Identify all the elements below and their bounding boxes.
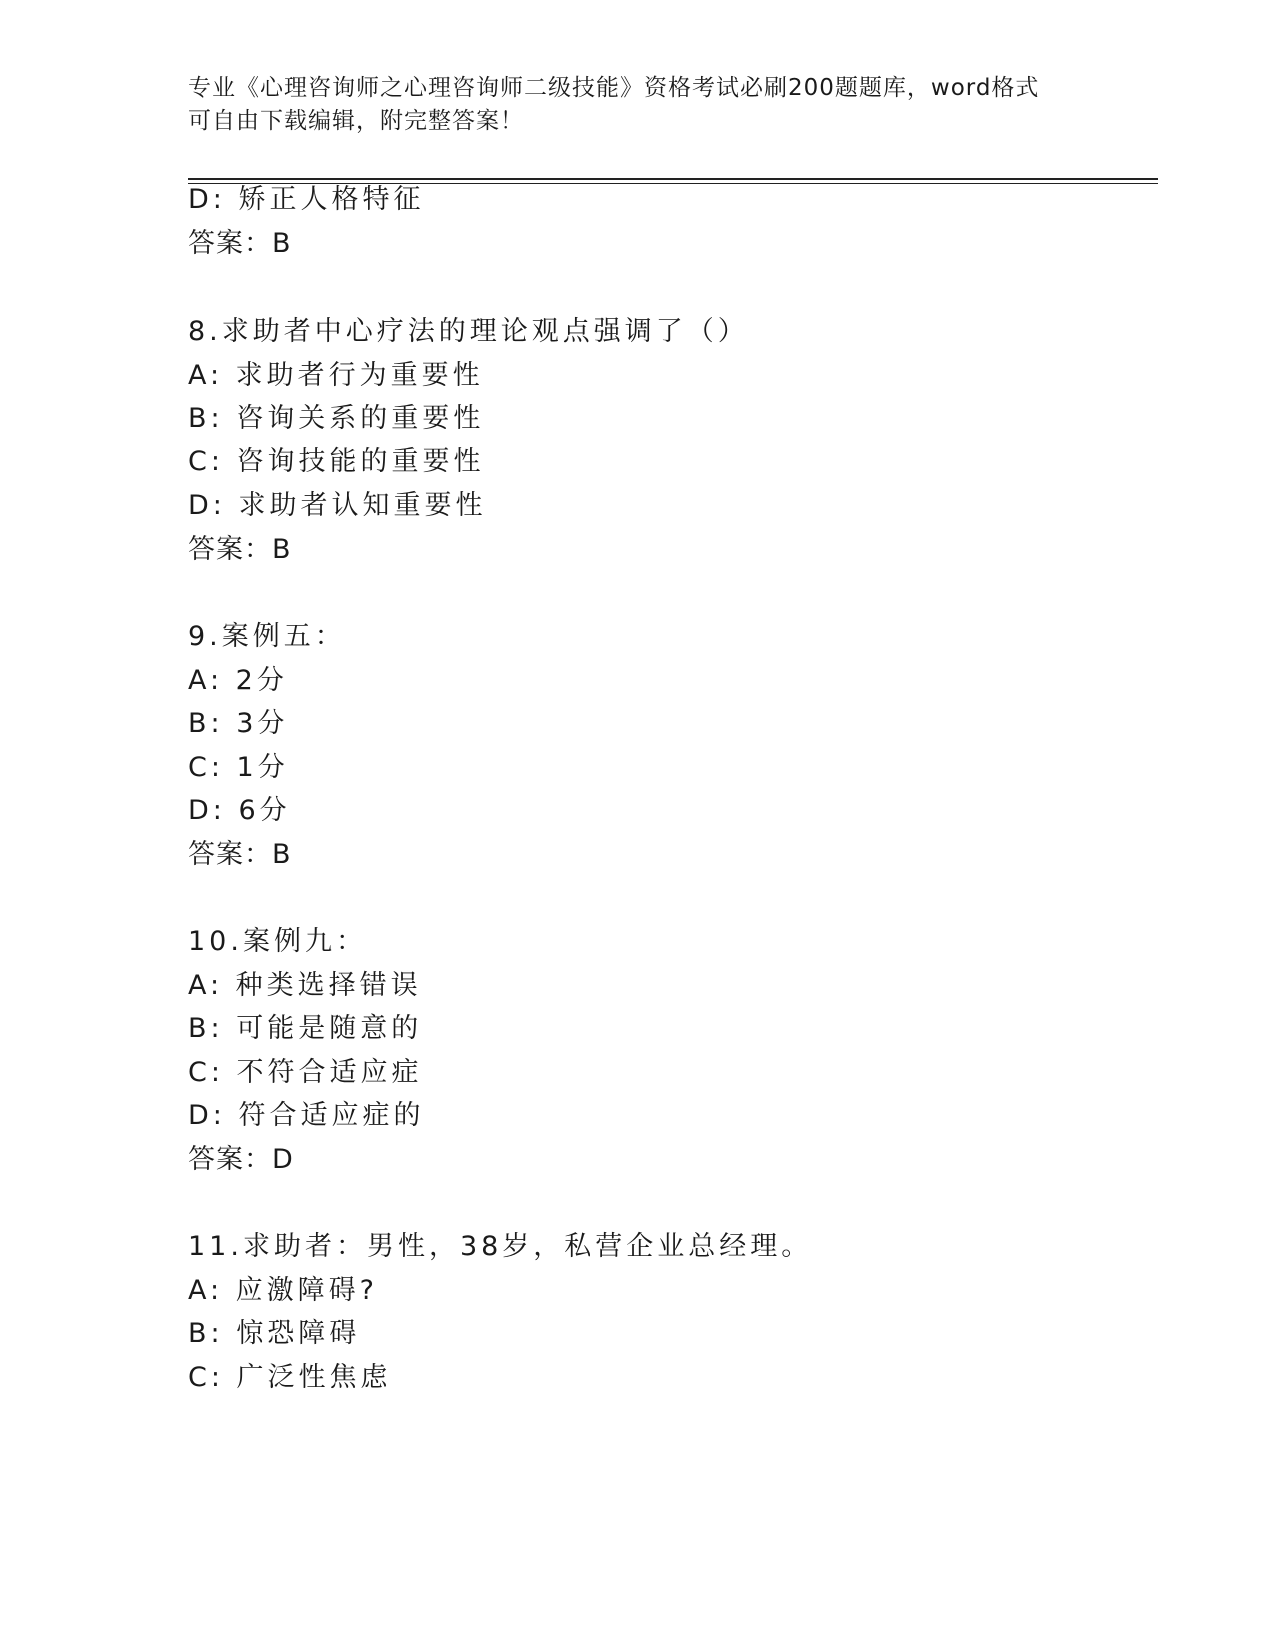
question-8-option-d: D: 求助者认知重要性	[188, 490, 487, 521]
header-title-line-2: 可自由下载编辑，附完整答案！	[188, 108, 524, 134]
question-8-option-b: B: 咨询关系的重要性	[188, 403, 485, 434]
question-9-stem: 9.案例五：	[188, 621, 346, 652]
question-9-answer: 答案：B	[188, 839, 292, 870]
prev-answer: 答案：B	[188, 228, 292, 259]
question-11-stem: 11.求助者：男性，38岁，私营企业总经理。	[188, 1231, 813, 1262]
question-10-answer: 答案：D	[188, 1144, 294, 1175]
prev-option-d: D: 矫正人格特征	[188, 184, 425, 215]
question-10-option-a: A: 种类选择错误	[188, 970, 422, 1001]
question-9-option-c: C: 1分	[188, 752, 289, 783]
question-9-option-d: D: 6分	[188, 795, 291, 826]
question-11-option-a: A: 应激障碍?	[188, 1275, 379, 1306]
question-8-option-a: A: 求助者行为重要性	[188, 360, 484, 391]
document-header	[188, 72, 1088, 138]
question-10-stem: 10.案例九：	[188, 926, 367, 957]
question-9-option-b: B: 3分	[188, 708, 289, 739]
question-10-option-c: C: 不符合适应症	[188, 1057, 423, 1088]
question-8-stem: 8.求助者中心疗法的理论观点强调了（）	[188, 316, 749, 347]
question-10-option-d: D: 符合适应症的	[188, 1100, 425, 1131]
question-9-option-a: A: 2分	[188, 665, 288, 696]
header-title-line-1: 专业《心理咨询师之心理咨询师二级技能》资格考试必刷200题题库，word格式	[188, 75, 1040, 101]
question-11-option-b: B: 惊恐障碍	[188, 1318, 361, 1349]
question-8-answer: 答案：B	[188, 534, 292, 565]
question-8-option-c: C: 咨询技能的重要性	[188, 446, 485, 477]
question-10-option-b: B: 可能是随意的	[188, 1013, 423, 1044]
question-11-option-c: C: 广泛性焦虑	[188, 1362, 392, 1393]
